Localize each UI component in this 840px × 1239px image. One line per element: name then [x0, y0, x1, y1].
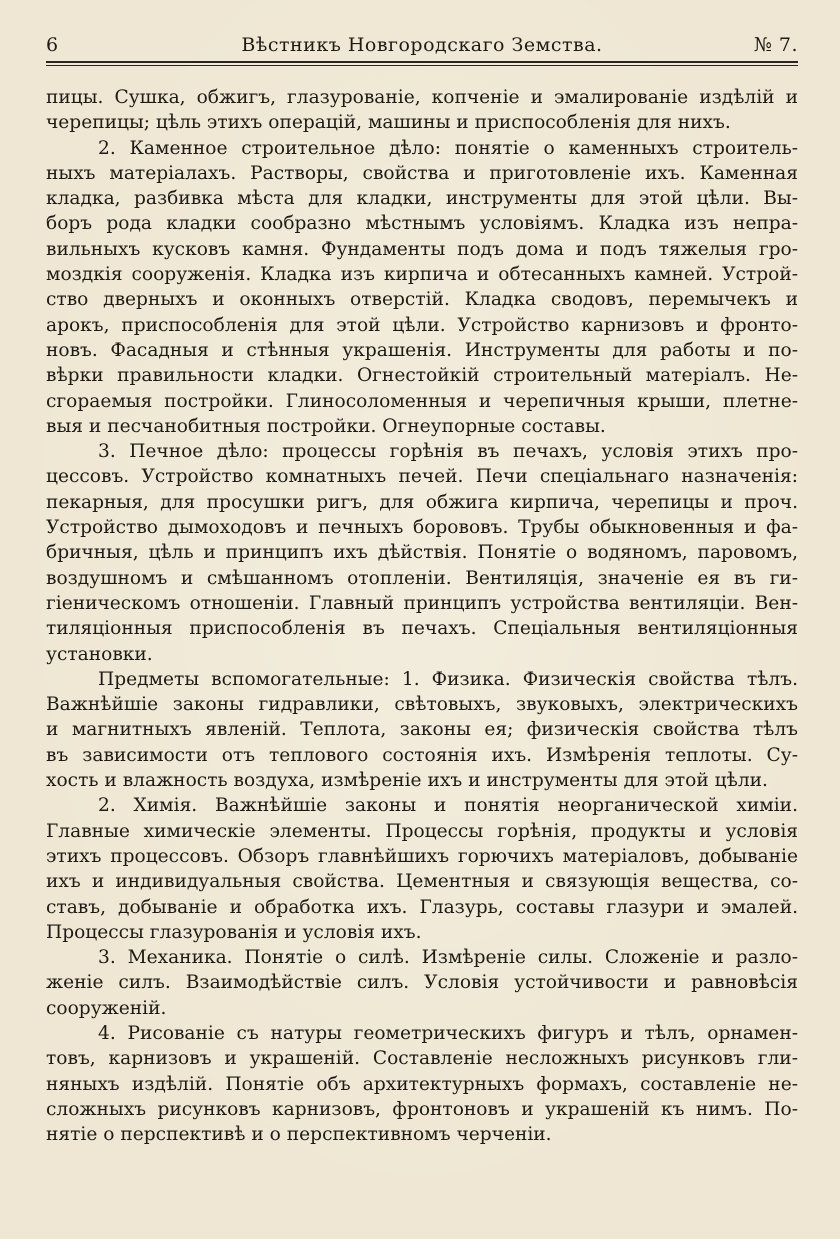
text-line: 3. Печное дѣло: процессы горѣнія въ печахъ, условія этихъ про- — [98, 441, 798, 463]
text-line: ныхъ матеріалахъ. Растворы, свойства и приготовленіе ихъ. Каменная — [46, 162, 798, 184]
text-line: воздушномъ и смѣшанномъ отопленіи. Вентиляція, значеніе ея въ ги- — [46, 567, 798, 589]
text-line: ихъ и индивидуальныя свойства. Цементныя и связующія вещества, со- — [46, 871, 798, 893]
text-line: и магнитныхъ явленій. Теплота, законы ея; физическія свойства тѣлъ — [46, 719, 798, 741]
paragraph — [46, 793, 798, 945]
paragraph — [46, 136, 798, 440]
text-line: женіе силъ. Взаимодѣйствіе силъ. Условія устойчивости и равновѣсія — [46, 972, 798, 994]
text-line: тиляціонныя приспособленія въ печахъ. Спеціальныя вентиляціонныя — [46, 618, 798, 640]
text-line: 2. Каменное строительное дѣло: понятіе о каменныхъ строитель- — [98, 137, 798, 159]
text-line: ставъ, добываніе и обработка ихъ. Глазурь, составы глазури и эмалей. — [46, 896, 798, 918]
text-line: кладка, разбивка мѣста для кладки, инструменты для этой цѣли. Вы- — [46, 188, 798, 210]
text-line: пицы. Сушка, обжигъ, глазурованіе, копченіе и эмалированіе издѣлій и — [46, 87, 798, 108]
text-line: вильныхъ кусковъ камня. Фундаменты подъ дома и подъ тяжелыя гро- — [46, 238, 798, 260]
text-line: въ зависимости отъ теплового состоянія ихъ. Измѣренія теплоты. Су- — [46, 744, 798, 766]
page-number: 6 — [46, 34, 59, 56]
paragraph — [46, 667, 798, 793]
text-line: бричныя, цѣль и принципъ ихъ дѣйствія. Понятіе о водяномъ, паровомъ, — [46, 542, 798, 564]
text-line: пекарныя, для просушки ригъ, для обжига кирпича, черепицы и проч. — [46, 491, 798, 513]
text-line: 2. Химія. Важнѣйшіе законы и понятія неорганической химіи. — [98, 795, 798, 817]
text-line: 4. Рисованіе съ натуры геометрическихъ фигуръ и тѣлъ, орнамен- — [98, 1022, 798, 1044]
text-line: сложныхъ рисунковъ карнизовъ, фронтоновъ и украшеній къ нимъ. По- — [46, 1098, 798, 1120]
text-line: ство дверныхъ и оконныхъ отверстій. Кладка сводовъ, перемычекъ и — [46, 289, 798, 311]
text-line: черепицы; цѣль этихъ операцій, машины и приспособленія для нихъ. — [46, 112, 731, 134]
text-line: боръ рода кладки сообразно мѣстнымъ условіямъ. Кладка изъ непра- — [46, 213, 798, 235]
text-line: нятіе о перспективѣ и о перспективномъ черченіи. — [46, 1124, 552, 1146]
paragraph — [46, 1021, 798, 1147]
paragraph — [46, 439, 798, 667]
text-line: Предметы вспомогательные: 1. Физика. Физическія свойства тѣлъ. — [98, 668, 798, 690]
header-rule-thin — [46, 65, 798, 66]
text-line: цессовъ. Устройство комнатныхъ печей. Печи спеціальнаго назначенія: — [46, 466, 798, 488]
header-rule — [46, 61, 798, 63]
text-line: 3. Механика. Понятіе о силѣ. Измѣреніе силы. Сложеніе и разло- — [98, 947, 798, 969]
text-line: товъ, карнизовъ и украшеній. Составленіе несложныхъ рисунковъ гли- — [46, 1048, 798, 1070]
text-line: Важнѣйшіе законы гидравлики, свѣтовыхъ, звуковыхъ, электрическихъ — [46, 694, 798, 716]
text-line: сгораемыя постройки. Глиносоломенныя и черепичныя крыши, плетне- — [46, 390, 798, 412]
text-line: новъ. Фасадныя и стѣнныя украшенія. Инструменты для работы и по- — [46, 339, 798, 361]
text-line: Главные химическіе элементы. Процессы горѣнія, продукты и условія — [46, 820, 798, 842]
text-line: Процессы глазурованія и условія ихъ. — [46, 921, 422, 943]
text-line: Устройство дымоходовъ и печныхъ борововъ. Трубы обыкновенныя и фа- — [46, 517, 798, 539]
issue-number: № 7. — [753, 34, 798, 56]
text-line: этихъ процессовъ. Обзоръ главнѣйшихъ горючихъ матеріаловъ, добываніе — [46, 845, 798, 867]
text-line: выя и песчанобитныя постройки. Огнеупорные составы. — [46, 415, 606, 437]
text-line: моздкія сооруженія. Кладка изъ кирпича и обтесанныхъ камней. Устрой- — [46, 264, 798, 286]
text-line: сооруженій. — [46, 997, 167, 1019]
text-line: вѣрки правильности кладки. Огнестойкій строительный матеріалъ. Не- — [46, 365, 798, 387]
text-line: хость и влажность воздуха, измѣреніе ихъ и инструменты для этой цѣли. — [46, 770, 768, 792]
journal-title: Вѣстникъ Новгородскаго Земства. — [241, 34, 603, 56]
running-header — [46, 34, 798, 60]
body-text — [46, 85, 798, 1147]
paragraph — [46, 85, 798, 136]
text-line: гіеническомъ отношеніи. Главный принципъ устройства вентиляціи. Вен- — [46, 592, 798, 614]
paragraph — [46, 945, 798, 1021]
text-line: установки. — [46, 643, 153, 665]
text-line: няныхъ издѣлій. Понятіе объ архитектурныхъ формахъ, составленіе не- — [46, 1073, 798, 1095]
text-line: арокъ, приспособленія для этой цѣли. Устройство карнизовъ и фронто- — [46, 314, 798, 336]
